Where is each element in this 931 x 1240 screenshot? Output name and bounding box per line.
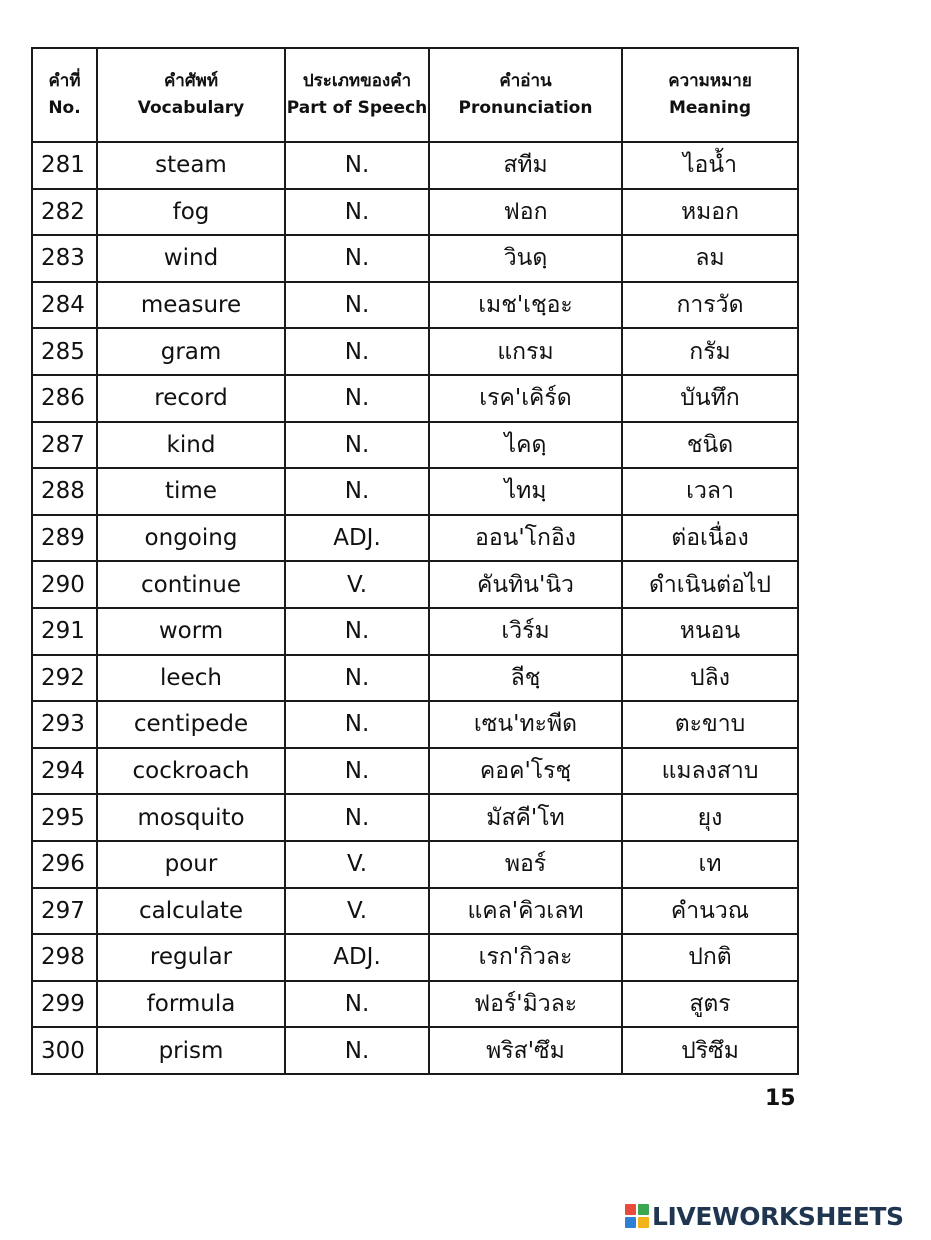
- table-row: [32, 468, 798, 515]
- table-row: [32, 515, 798, 562]
- page-number: 15: [765, 1086, 796, 1111]
- meaning-cell: กรัม: [622, 328, 798, 375]
- table-row: [32, 655, 798, 702]
- pronunciation-cell: ฟอร์'มิวละ: [429, 981, 622, 1028]
- row-number-cell: 291: [32, 608, 97, 655]
- part-of-speech-cell: N.: [285, 142, 429, 189]
- table-row: [32, 934, 798, 981]
- pronunciation-cell: แกรม: [429, 328, 622, 375]
- table-row: [32, 142, 798, 189]
- header-meaning: [622, 48, 798, 142]
- row-number-cell: 282: [32, 189, 97, 236]
- header-vocabulary-english: Vocabulary: [137, 98, 245, 118]
- part-of-speech-cell: N.: [285, 748, 429, 795]
- meaning-cell: ยุง: [622, 794, 798, 841]
- row-number-cell: 299: [32, 981, 97, 1028]
- vocabulary-word-cell: steam: [97, 142, 285, 189]
- pronunciation-cell: แคล'คิวเลท: [429, 888, 622, 935]
- pronunciation-cell: พริส'ซึม: [429, 1027, 622, 1074]
- part-of-speech-cell: ADJ.: [285, 934, 429, 981]
- meaning-cell: การวัด: [622, 282, 798, 329]
- vocabulary-word-cell: fog: [97, 189, 285, 236]
- table-row: [32, 282, 798, 329]
- row-number-cell: 292: [32, 655, 97, 702]
- header-part-of-speech-english: Part of Speech: [286, 98, 428, 118]
- vocabulary-table-body: [32, 142, 798, 1074]
- table-row: [32, 189, 798, 236]
- table-row: [32, 1027, 798, 1074]
- vocabulary-table: [31, 47, 799, 1075]
- table-row: [32, 981, 798, 1028]
- meaning-cell: ไอน้ำ: [622, 142, 798, 189]
- table-row: [32, 888, 798, 935]
- pronunciation-cell: ออน'โกอิง: [429, 515, 622, 562]
- meaning-cell: ปกติ: [622, 934, 798, 981]
- row-number-cell: 289: [32, 515, 97, 562]
- vocabulary-word-cell: ongoing: [97, 515, 285, 562]
- part-of-speech-cell: N.: [285, 235, 429, 282]
- meaning-cell: หนอน: [622, 608, 798, 655]
- header-vocabulary: [97, 48, 285, 142]
- pronunciation-cell: คันทิน'นิว: [429, 561, 622, 608]
- part-of-speech-cell: V.: [285, 561, 429, 608]
- meaning-cell: สูตร: [622, 981, 798, 1028]
- part-of-speech-cell: N.: [285, 375, 429, 422]
- header-pronunciation-english: Pronunciation: [458, 98, 593, 118]
- row-number-cell: 297: [32, 888, 97, 935]
- header-vocabulary-thai: คำศัพท์: [163, 71, 219, 91]
- pronunciation-cell: ลีชฺ: [429, 655, 622, 702]
- vocabulary-word-cell: mosquito: [97, 794, 285, 841]
- row-number-cell: 295: [32, 794, 97, 841]
- pronunciation-cell: เซน'ทะพีด: [429, 701, 622, 748]
- header-pronunciation: [429, 48, 622, 142]
- pronunciation-cell: ไทมฺ: [429, 468, 622, 515]
- vocabulary-word-cell: leech: [97, 655, 285, 702]
- pronunciation-cell: เวิร์ม: [429, 608, 622, 655]
- header-no: [32, 48, 97, 142]
- part-of-speech-cell: N.: [285, 794, 429, 841]
- liveworksheets-logo: [625, 1200, 904, 1232]
- part-of-speech-cell: N.: [285, 468, 429, 515]
- part-of-speech-cell: V.: [285, 888, 429, 935]
- logo-square-icon: [638, 1204, 649, 1215]
- table-row: [32, 328, 798, 375]
- row-number-cell: 300: [32, 1027, 97, 1074]
- part-of-speech-cell: N.: [285, 701, 429, 748]
- vocabulary-word-cell: worm: [97, 608, 285, 655]
- header-meaning-english: Meaning: [668, 98, 752, 118]
- meaning-cell: เท: [622, 841, 798, 888]
- meaning-cell: แมลงสาบ: [622, 748, 798, 795]
- part-of-speech-cell: V.: [285, 841, 429, 888]
- logo-square-icon: [625, 1204, 636, 1215]
- logo-square-icon: [638, 1217, 649, 1228]
- vocabulary-word-cell: time: [97, 468, 285, 515]
- part-of-speech-cell: N.: [285, 189, 429, 236]
- row-number-cell: 293: [32, 701, 97, 748]
- vocabulary-word-cell: measure: [97, 282, 285, 329]
- pronunciation-cell: เมช'เชฺอะ: [429, 282, 622, 329]
- pronunciation-cell: เรค'เคิร์ด: [429, 375, 622, 422]
- meaning-cell: ดำเนินต่อไป: [622, 561, 798, 608]
- table-header-row: [32, 48, 798, 142]
- meaning-cell: ต่อเนื่อง: [622, 515, 798, 562]
- meaning-cell: ปลิง: [622, 655, 798, 702]
- header-part-of-speech: [285, 48, 429, 142]
- part-of-speech-cell: N.: [285, 328, 429, 375]
- row-number-cell: 286: [32, 375, 97, 422]
- row-number-cell: 288: [32, 468, 97, 515]
- part-of-speech-cell: N.: [285, 282, 429, 329]
- pronunciation-cell: วินดฺ: [429, 235, 622, 282]
- pronunciation-cell: ไคดฺ: [429, 422, 622, 469]
- table-row: [32, 748, 798, 795]
- header-meaning-thai: ความหมาย: [668, 71, 752, 91]
- part-of-speech-cell: N.: [285, 608, 429, 655]
- row-number-cell: 283: [32, 235, 97, 282]
- table-row: [32, 375, 798, 422]
- pronunciation-cell: พอร์: [429, 841, 622, 888]
- row-number-cell: 284: [32, 282, 97, 329]
- row-number-cell: 287: [32, 422, 97, 469]
- vocabulary-word-cell: continue: [97, 561, 285, 608]
- part-of-speech-cell: N.: [285, 655, 429, 702]
- table-row: [32, 794, 798, 841]
- table-row: [32, 561, 798, 608]
- row-number-cell: 281: [32, 142, 97, 189]
- table-row: [32, 235, 798, 282]
- vocabulary-word-cell: centipede: [97, 701, 285, 748]
- header-part-of-speech-thai: ประเภทของคำ: [302, 71, 412, 91]
- pronunciation-cell: ฟอก: [429, 189, 622, 236]
- part-of-speech-cell: N.: [285, 981, 429, 1028]
- vocabulary-word-cell: calculate: [97, 888, 285, 935]
- liveworksheets-logo-text: LIVEWORKSHEETS: [652, 1201, 904, 1231]
- meaning-cell: ชนิด: [622, 422, 798, 469]
- pronunciation-cell: สทีม: [429, 142, 622, 189]
- table-row: [32, 841, 798, 888]
- meaning-cell: ตะขาบ: [622, 701, 798, 748]
- vocabulary-word-cell: gram: [97, 328, 285, 375]
- pronunciation-cell: เรก'กิวละ: [429, 934, 622, 981]
- meaning-cell: ปริซึม: [622, 1027, 798, 1074]
- vocabulary-word-cell: kind: [97, 422, 285, 469]
- vocabulary-word-cell: pour: [97, 841, 285, 888]
- logo-square-icon: [625, 1217, 636, 1228]
- row-number-cell: 285: [32, 328, 97, 375]
- vocabulary-word-cell: formula: [97, 981, 285, 1028]
- row-number-cell: 290: [32, 561, 97, 608]
- part-of-speech-cell: ADJ.: [285, 515, 429, 562]
- meaning-cell: ลม: [622, 235, 798, 282]
- row-number-cell: 296: [32, 841, 97, 888]
- row-number-cell: 294: [32, 748, 97, 795]
- vocabulary-word-cell: wind: [97, 235, 285, 282]
- part-of-speech-cell: N.: [285, 422, 429, 469]
- header-no-english: No.: [48, 98, 81, 118]
- vocabulary-word-cell: cockroach: [97, 748, 285, 795]
- vocabulary-word-cell: record: [97, 375, 285, 422]
- meaning-cell: คำนวณ: [622, 888, 798, 935]
- row-number-cell: 298: [32, 934, 97, 981]
- part-of-speech-cell: N.: [285, 1027, 429, 1074]
- table-row: [32, 701, 798, 748]
- vocabulary-word-cell: regular: [97, 934, 285, 981]
- pronunciation-cell: คอค'โรชฺ: [429, 748, 622, 795]
- liveworksheets-logo-icon: [625, 1204, 649, 1228]
- table-row: [32, 608, 798, 655]
- header-pronunciation-thai: คำอ่าน: [499, 71, 552, 91]
- pronunciation-cell: มัสคี'โท: [429, 794, 622, 841]
- meaning-cell: บันทึก: [622, 375, 798, 422]
- meaning-cell: หมอก: [622, 189, 798, 236]
- meaning-cell: เวลา: [622, 468, 798, 515]
- table-row: [32, 422, 798, 469]
- vocabulary-word-cell: prism: [97, 1027, 285, 1074]
- header-no-thai: คำที่: [48, 71, 81, 91]
